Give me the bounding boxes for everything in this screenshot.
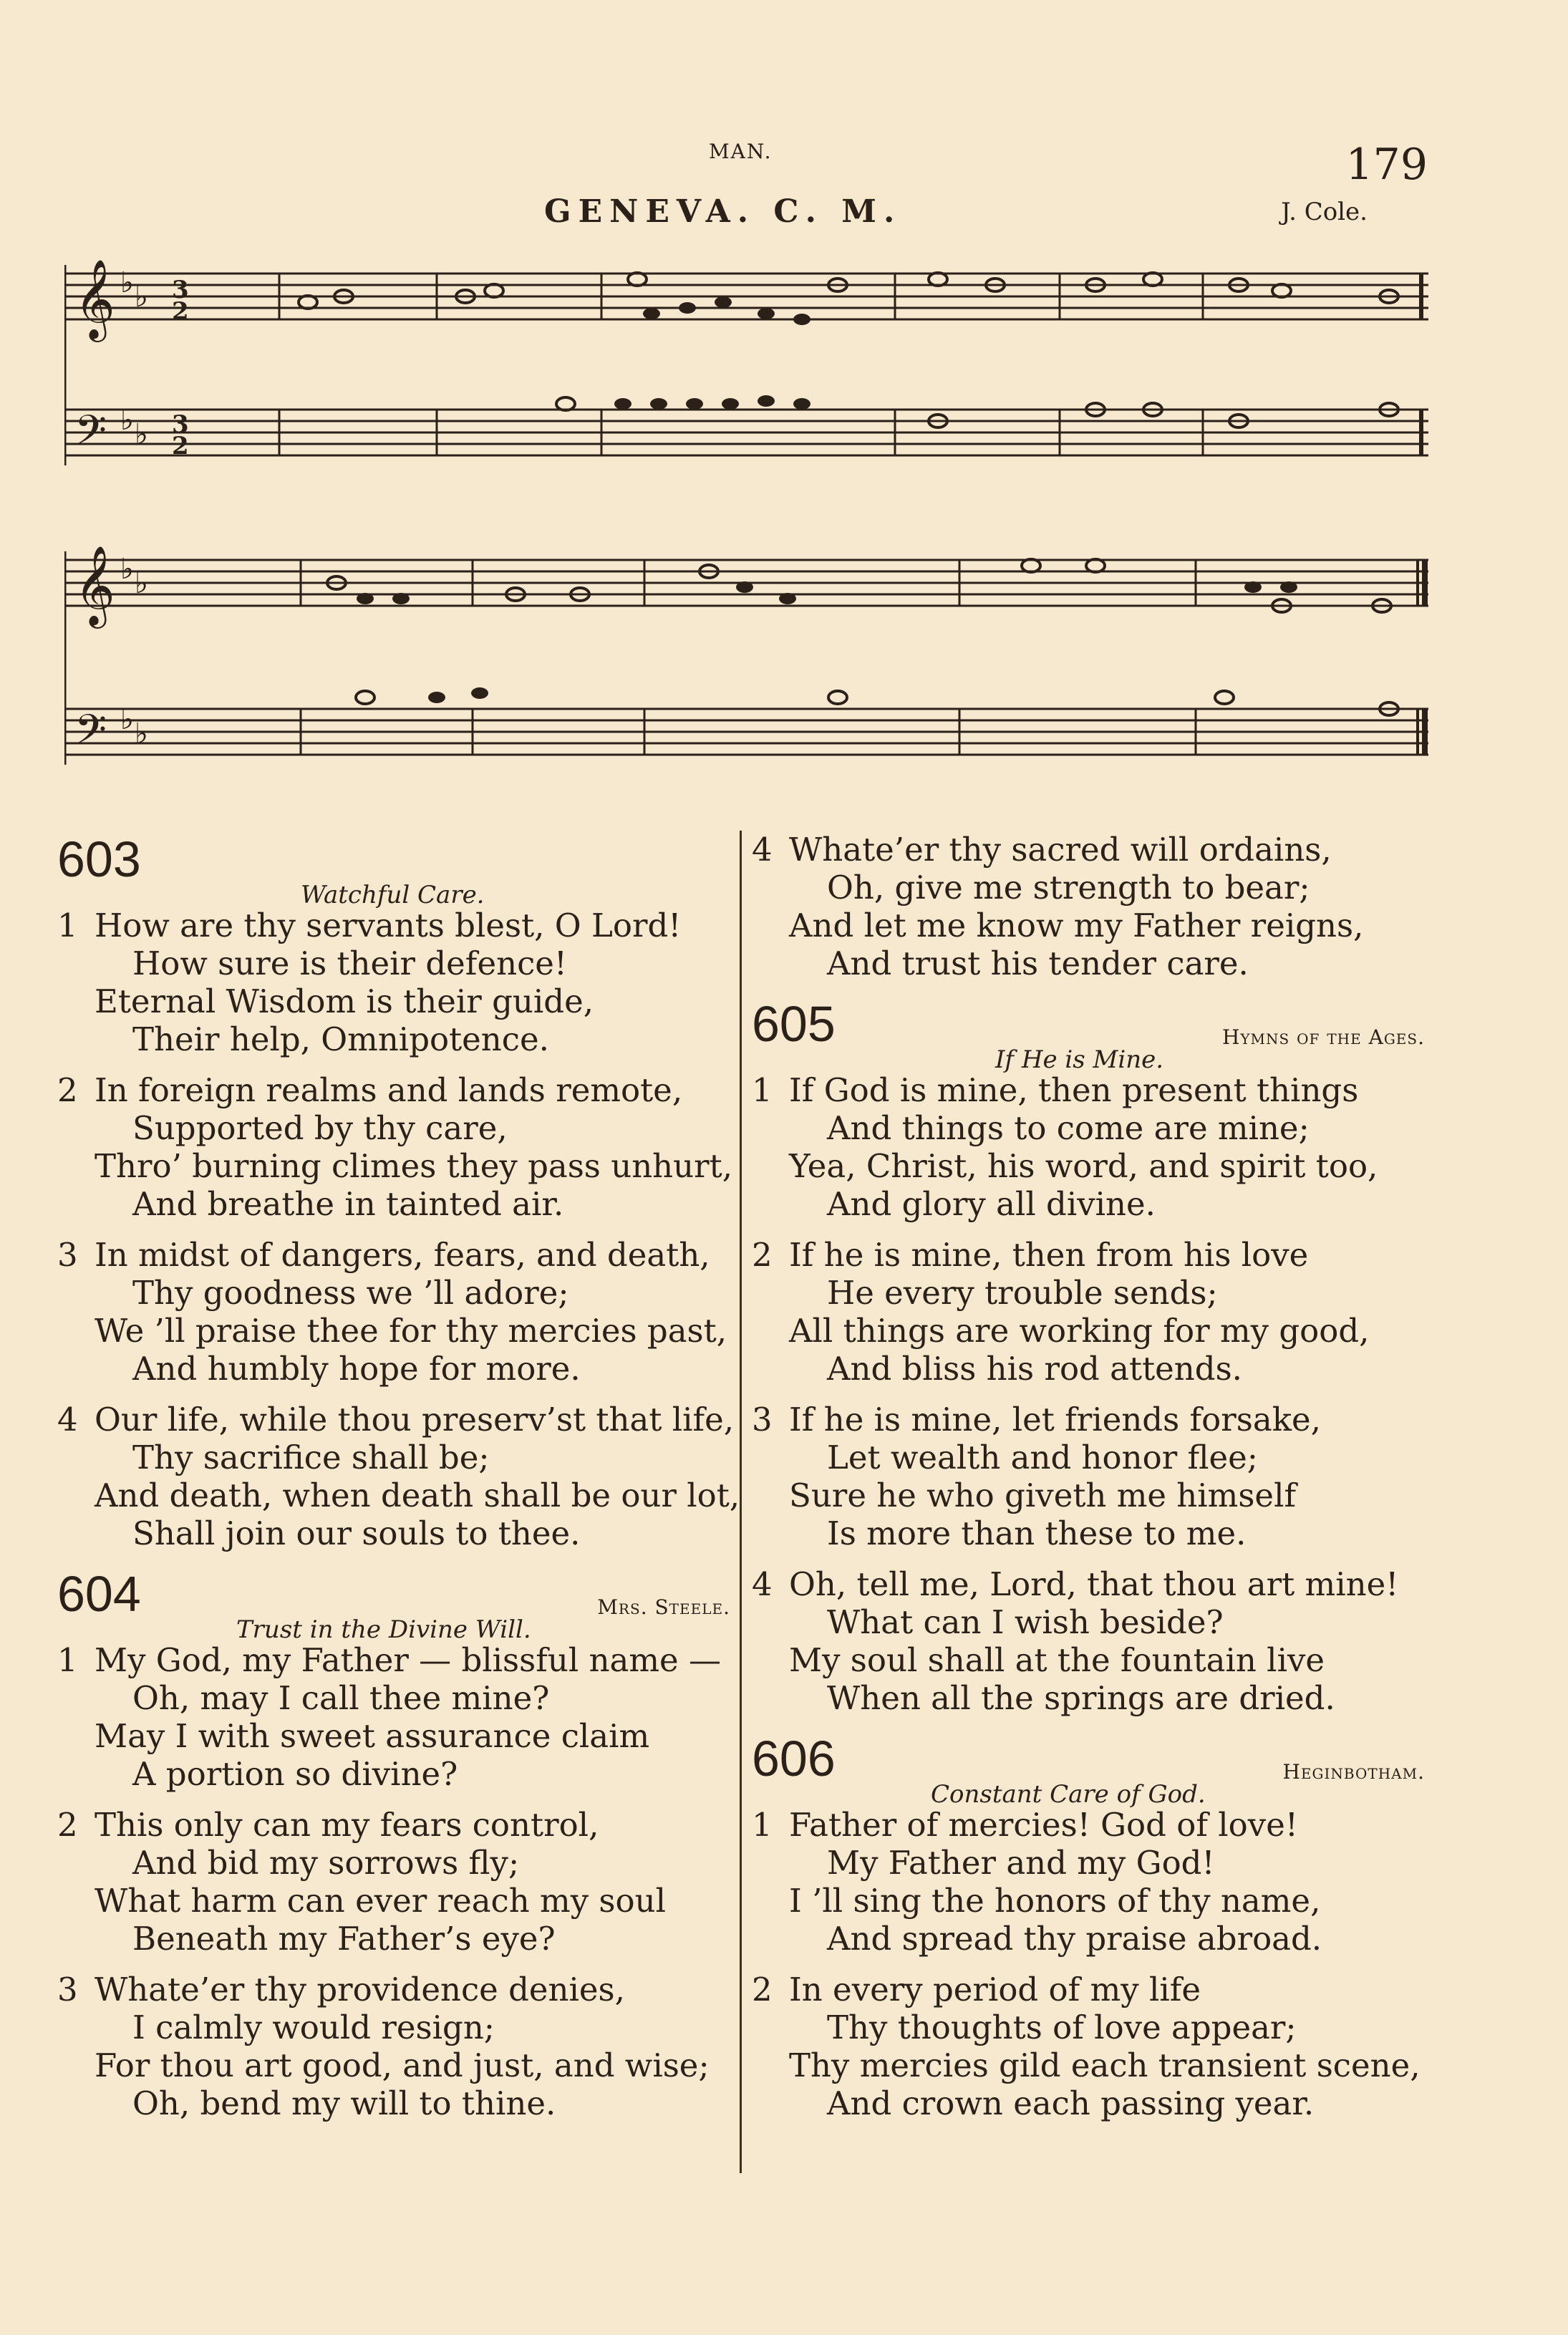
verse-line: And humbly hope for more. [132, 1350, 581, 1388]
svg-text:♭: ♭ [135, 281, 148, 314]
hymn-number: 605 [752, 996, 836, 1052]
verse-line: All things are working for my good, [789, 1312, 1370, 1350]
stanza [57, 1236, 730, 1388]
verse-line: And bid my sorrows fly; [132, 1844, 520, 1882]
verse-line: My soul shall at the fountain live [789, 1641, 1325, 1679]
verse-line: Oh, give me strength to bear; [827, 869, 1310, 907]
svg-text:♭: ♭ [135, 418, 148, 451]
hymn-number: 606 [752, 1731, 836, 1787]
hymn-604-header [57, 1565, 730, 1644]
staff-system-1-bass [64, 410, 1428, 455]
verse-line: How are thy servants blest, O Lord! [95, 907, 682, 944]
hymn-theme: Constant Care of God. [931, 1780, 1206, 1809]
hymn-author: Hymns of the Ages. [1221, 1025, 1425, 1049]
verse-line: And let me know my Father reigns, [789, 907, 1364, 944]
hymn-number: 603 [57, 831, 141, 887]
verse-line: Our life, while thou preserv’st that life, [95, 1401, 735, 1439]
bass-clef-icon: 𝄢 [74, 406, 107, 465]
verse-line: If he is mine, let friends forsake, [789, 1401, 1321, 1439]
verse-line: When all the springs are dried. [827, 1679, 1335, 1717]
verse-number: 3 [57, 1971, 78, 2008]
verse-line: May I with sweet assurance claim [95, 1717, 650, 1755]
verse-number: 3 [57, 1236, 78, 1274]
verse-line: He every trouble sends; [827, 1274, 1218, 1312]
verse-line: What harm can ever reach my soul [95, 1882, 666, 1920]
hymn-603-header [57, 831, 730, 909]
note-heads [299, 273, 1398, 715]
stanza [752, 1806, 1425, 1958]
verse-line: Father of mercies! God of love! [789, 1806, 1298, 1844]
verse-line: I ’ll sing the honors of thy name, [789, 1882, 1321, 1920]
verse-number: 1 [752, 1071, 773, 1109]
stanza [57, 1806, 730, 1958]
svg-text:♭: ♭ [120, 404, 134, 437]
verse-line: Yea, Christ, his word, and spirit too, [789, 1147, 1378, 1185]
verse-line: If he is mine, then from his love [789, 1236, 1309, 1274]
hymn-606-header [752, 1730, 1425, 1809]
verse-line: And things to come are mine; [827, 1109, 1310, 1147]
staff-system-1-treble [64, 274, 1428, 319]
right-column [752, 831, 1425, 2135]
verse-number: 2 [57, 1071, 78, 1109]
verse-line: Oh, bend my will to thine. [132, 2084, 556, 2122]
bass-clef-icon: 𝄢 [74, 705, 107, 764]
verse-line: I calmly would resign; [132, 2008, 495, 2046]
treble-clef-icon: 𝄞 [74, 545, 115, 625]
verse-line: Whate’er thy providence denies, [95, 1971, 625, 2008]
hymn-theme: Watchful Care. [301, 881, 485, 909]
column-divider [740, 831, 742, 2173]
stanza [57, 1401, 740, 1552]
svg-text:3: 3 [172, 276, 189, 304]
verse-line: And crown each passing year. [827, 2084, 1315, 2122]
svg-text:♭: ♭ [120, 266, 134, 299]
stanza [57, 1071, 733, 1223]
verse-number: 4 [57, 1401, 78, 1439]
page-number: 179 [1345, 140, 1428, 190]
hymn-605-header [752, 995, 1425, 1074]
verse-line: If God is mine, then present things [789, 1071, 1359, 1109]
verse-number: 2 [752, 1971, 773, 2008]
stanza [57, 907, 730, 1058]
verse-line: In every period of my life [789, 1971, 1201, 2008]
verse-line: Thy mercies gild each transient scene, [789, 2046, 1421, 2084]
verse-number: 1 [57, 1641, 78, 1679]
verse-line: Let wealth and honor flee; [827, 1439, 1258, 1476]
hymn-number: 604 [57, 1566, 141, 1622]
stanza [752, 1236, 1425, 1388]
verse-line: And breathe in tainted air. [132, 1185, 564, 1223]
verse-line: Oh, tell me, Lord, that thou art mine! [789, 1565, 1399, 1603]
verse-line: A portion so divine? [132, 1755, 458, 1793]
verse-number: 1 [752, 1806, 773, 1844]
hymn-author: Mrs. Steele. [597, 1595, 730, 1619]
verse-line: Thy thoughts of love appear; [827, 2008, 1297, 2046]
verse-line: Sure he who giveth me himself [789, 1476, 1297, 1514]
svg-text:2: 2 [172, 432, 189, 460]
verse-line: And spread thy praise abroad. [827, 1920, 1322, 1958]
verse-number: 2 [752, 1236, 773, 1274]
stanza [57, 1971, 730, 2122]
verse-line: Whate’er thy sacred will ordains, [789, 831, 1332, 869]
verse-line: In midst of dangers, fears, and death, [95, 1236, 710, 1274]
verse-line: And bliss his rod attends. [827, 1350, 1242, 1388]
hymn-theme: If He is Mine. [995, 1045, 1164, 1074]
verse-line: Beneath my Father’s eye? [132, 1920, 556, 1958]
verse-line: My God, my Father — blissful name — [95, 1641, 721, 1679]
stanza [752, 1565, 1425, 1717]
tune-title: GENEVA. C. M. [544, 193, 902, 230]
verse-line: Supported by thy care, [132, 1109, 508, 1147]
svg-text:♭: ♭ [135, 567, 148, 600]
verse-line: We ’ll praise thee for thy mercies past, [95, 1312, 727, 1350]
stanza [752, 1971, 1425, 2122]
svg-text:3: 3 [172, 410, 189, 439]
verse-line: For thou art good, and just, and wise; [95, 2046, 710, 2084]
verse-line: And glory all divine. [827, 1185, 1156, 1223]
verse-line: Their help, Omnipotence. [132, 1020, 549, 1058]
verse-line: Is more than these to me. [827, 1514, 1247, 1552]
filled-note-heads [357, 296, 1297, 703]
verse-number: 3 [752, 1401, 773, 1439]
verse-line: What can I wish beside? [827, 1603, 1224, 1641]
stanza [752, 1401, 1425, 1552]
staff-system-2-bass [64, 709, 1428, 755]
verse-line: How sure is their defence! [132, 944, 567, 982]
svg-text:♭: ♭ [135, 717, 148, 750]
verse-line: And death, when death shall be our lot, [95, 1476, 740, 1514]
verse-number: 2 [57, 1806, 78, 1844]
stanza [752, 831, 1425, 982]
verse-line: Shall join our souls to thee. [132, 1514, 581, 1552]
verse-line: Oh, may I call thee mine? [132, 1679, 550, 1717]
verse-number: 4 [752, 1565, 773, 1603]
svg-text:♭: ♭ [120, 553, 134, 586]
verse-line: And trust his tender care. [827, 944, 1249, 982]
verse-line: My Father and my God! [827, 1844, 1215, 1882]
running-head: MAN. [709, 140, 773, 163]
hymn-author: Heginbotham. [1282, 1760, 1425, 1784]
music-score [64, 251, 1432, 809]
verse-line: Thy sacrifice shall be; [132, 1439, 490, 1476]
verse-line: In foreign realms and lands remote, [95, 1071, 683, 1109]
composer-credit: J. Cole. [1281, 198, 1368, 226]
verse-number: 4 [752, 831, 773, 869]
verse-line: Eternal Wisdom is their guide, [95, 982, 594, 1020]
left-column [57, 831, 740, 2135]
stanza [57, 1641, 730, 1793]
stanza [752, 1071, 1425, 1223]
hymn-theme: Trust in the Divine Will. [236, 1615, 531, 1644]
verse-line: Thy goodness we ’ll adore; [132, 1274, 569, 1312]
svg-text:2: 2 [172, 297, 189, 326]
treble-clef-icon: 𝄞 [74, 258, 115, 339]
verse-line: Thro’ burning climes they pass unhurt, [95, 1147, 733, 1185]
verse-number: 1 [57, 907, 78, 944]
verse-line: This only can my fears control, [95, 1806, 599, 1844]
svg-text:♭: ♭ [120, 703, 134, 736]
